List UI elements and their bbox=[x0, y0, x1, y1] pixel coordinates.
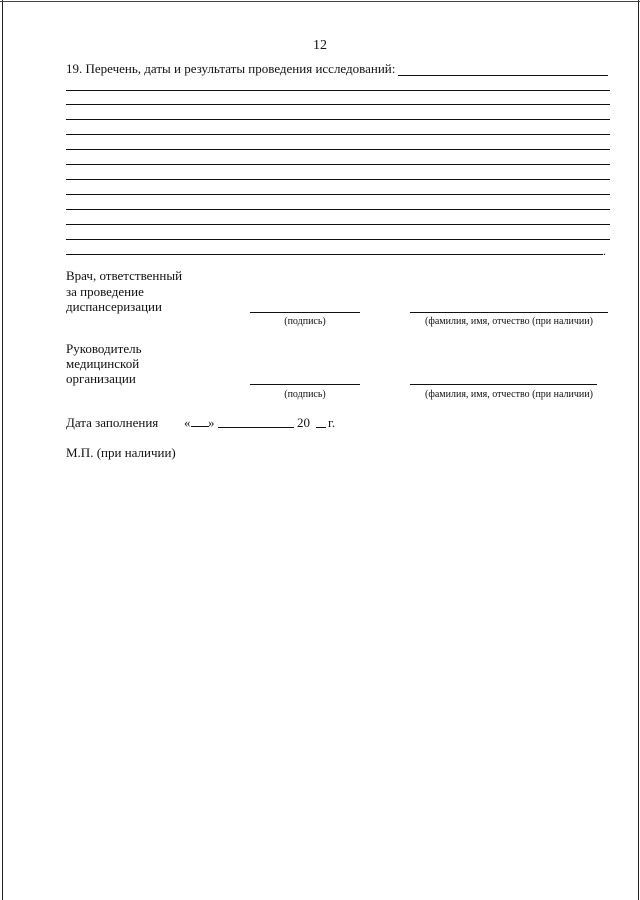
fill-in-line[interactable] bbox=[66, 194, 610, 195]
end-period: . bbox=[603, 244, 606, 258]
year-prefix: 20 bbox=[297, 415, 310, 430]
fill-in-line[interactable] bbox=[66, 104, 610, 105]
date-day-field[interactable] bbox=[184, 415, 209, 431]
fill-in-line[interactable] bbox=[66, 254, 603, 255]
doctor-signature-caption: (подпись) bbox=[284, 316, 326, 327]
scan-edge-right bbox=[638, 0, 639, 900]
head-name-line[interactable] bbox=[410, 384, 597, 385]
doctor-label-line-1: Врач, ответственный bbox=[66, 268, 183, 283]
section-title: 19. Перечень, даты и результаты проведения исследований: bbox=[66, 61, 396, 76]
fill-in-line[interactable] bbox=[66, 90, 610, 91]
doctor-label-line-2: за проведение bbox=[66, 284, 144, 299]
fill-in-line[interactable] bbox=[66, 224, 610, 225]
doctor-signature-line[interactable] bbox=[250, 312, 360, 313]
head-name-caption: (фамилия, имя, отчество (при наличии) bbox=[425, 389, 593, 400]
year-suffix: г. bbox=[328, 415, 336, 430]
doctor-name-caption: (фамилия, имя, отчество (при наличии) bbox=[425, 316, 593, 327]
fill-in-line[interactable] bbox=[66, 149, 610, 150]
doctor-label-line-3: диспансеризации bbox=[66, 299, 162, 314]
head-signature-line[interactable] bbox=[250, 384, 360, 385]
fill-in-line[interactable] bbox=[66, 164, 610, 165]
year-blank[interactable] bbox=[316, 427, 326, 428]
head-label-line-1: Руководитель bbox=[66, 341, 142, 356]
head-signature-caption: (подпись) bbox=[284, 389, 326, 400]
day-blank[interactable] bbox=[191, 415, 209, 427]
open-quote: « bbox=[184, 415, 191, 430]
close-quote: » bbox=[208, 415, 215, 430]
fill-in-line[interactable] bbox=[66, 209, 610, 210]
scan-edge-left bbox=[2, 0, 3, 900]
fill-in-line[interactable] bbox=[66, 119, 610, 120]
head-label-line-3: организации bbox=[66, 371, 136, 386]
stamp-label: М.П. (при наличии) bbox=[66, 445, 176, 460]
fill-in-line[interactable] bbox=[66, 134, 610, 135]
fill-in-line[interactable] bbox=[66, 179, 610, 180]
month-blank[interactable] bbox=[218, 427, 294, 428]
page-number: 12 bbox=[313, 38, 327, 53]
head-label-line-2: медицинской bbox=[66, 356, 140, 371]
scan-edge-top bbox=[0, 1, 640, 2]
doctor-name-line[interactable] bbox=[410, 312, 608, 313]
fill-in-line[interactable] bbox=[398, 75, 608, 76]
fill-in-line[interactable] bbox=[66, 239, 610, 240]
date-label: Дата заполнения bbox=[66, 415, 159, 430]
